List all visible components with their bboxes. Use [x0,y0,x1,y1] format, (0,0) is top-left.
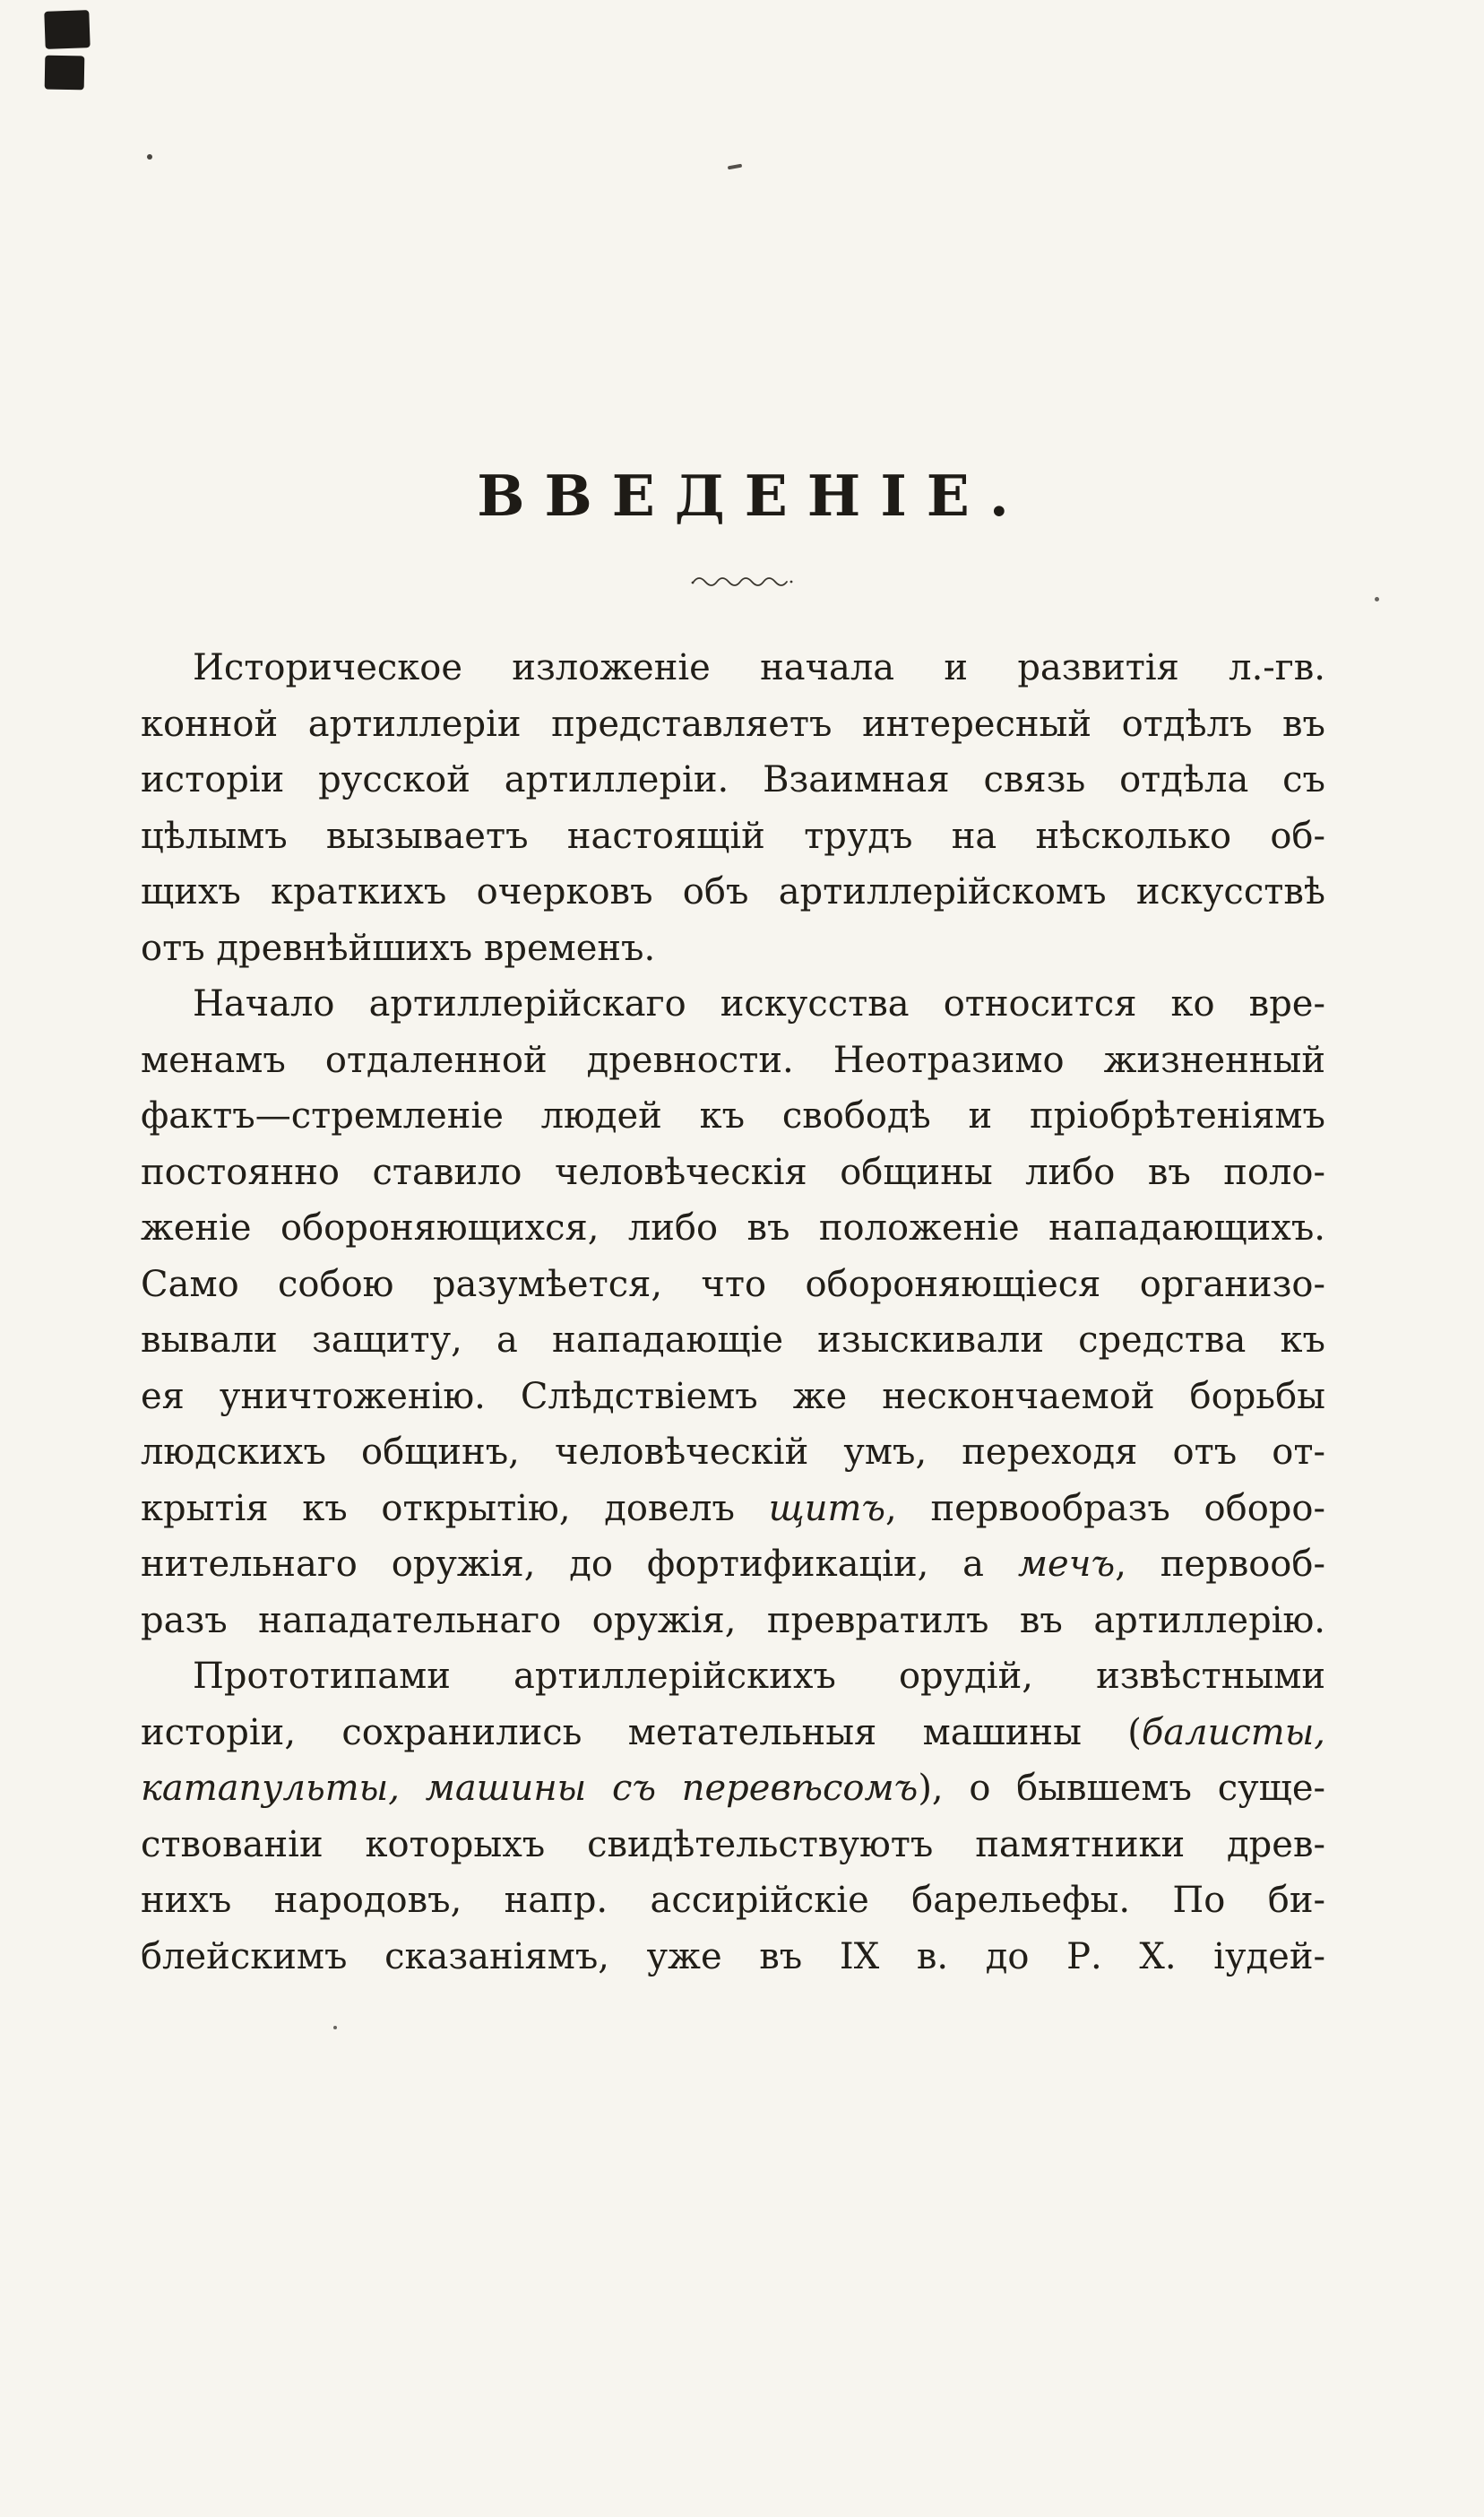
italic-term: катапульты, машины съ перевѣсомъ [141,1768,919,1809]
italic-term: щитъ [768,1487,886,1529]
scan-speck [728,164,742,170]
text-line [141,1481,1325,1537]
text-segment: , первообразъ оборо- [885,1487,1325,1529]
text-line: Прототипами артиллерійскихъ орудій, извѣстными [193,1656,1325,1697]
text-segment: ), о бывшемъ суще- [918,1768,1325,1809]
text-line: женіе обороняющихся, либо въ положеніе нападающихъ. [141,1207,1325,1249]
scan-speck [147,154,152,160]
text-block [141,640,1325,1985]
italic-term: мечъ [1017,1544,1116,1585]
text-line: Само собою разумѣется, что обороняющіеся организо- [141,1263,1325,1305]
text-line: менамъ отдаленной древности. Неотразимо жизненный [141,1039,1325,1081]
paragraph-3 [141,1648,1325,1985]
text-line [141,1760,1325,1817]
text-line: Историческое изложеніе начала и развитія л.-гв. [193,647,1325,688]
scan-artifact-blob [44,10,90,49]
text-line: нихъ народовъ, напр. ассирійскіе барельефы. По би- [141,1880,1325,1921]
text-line: конной артиллеріи представляетъ интересный отдѣлъ въ [141,703,1325,745]
text-line: разъ нападательнаго оружія, превратилъ въ артиллерію. [141,1599,1325,1641]
paragraph-2 [141,976,1325,1648]
text-segment: крытія къ открытію, довелъ [141,1487,769,1529]
text-segment: исторіи, сохранились метательныя машины ( [141,1711,1142,1753]
text-line: ея уничтоженію. Слѣдствіемъ же нескончаемой борьбы [141,1375,1325,1417]
text-line: фактъ—стремленіе людей къ свободѣ и пріобрѣтеніямъ [141,1095,1325,1137]
text-line: людскихъ общинъ, человѣческій умъ, переходя отъ от- [141,1431,1325,1473]
page-title: ВВЕДЕНІЕ. [477,463,1029,529]
text-line: ствованіи которыхъ свидѣтельствуютъ памятники древ- [141,1823,1325,1865]
text-segment: нительнаго оружія, до фортификаціи, а [141,1544,1018,1585]
text-line: вывали защиту, а нападающіе изыскивали средства къ [141,1319,1325,1361]
text-line [141,1536,1325,1593]
text-line: цѣлымъ вызываетъ настоящій трудъ на нѣсколько об- [141,815,1325,857]
text-line: отъ древнѣйшихъ временъ. [141,927,656,969]
paragraph-1 [141,640,1325,976]
text-segment: , первооб- [1115,1544,1325,1585]
text-line: исторіи русской артиллеріи. Взаимная связь отдѣла съ [141,759,1325,800]
text-line [141,1705,1325,1761]
text-line: щихъ краткихъ очерковъ объ артиллерійскомъ искусствѣ [141,871,1325,913]
scan-artifact-blob [45,56,85,91]
text-line: Начало артиллерійскаго искусства относится ко вре- [193,983,1325,1025]
wavy-rule-ornament-icon [690,574,794,590]
text-line: постоянно ставило человѣческія общины либо въ поло- [141,1151,1325,1193]
text-line: блейскимъ сказаніямъ, уже въ IX в. до Р. Х. іудей- [141,1935,1325,1977]
scan-speck [333,2026,337,2029]
italic-term: балисты, [1141,1711,1325,1753]
scan-speck [1375,597,1379,601]
